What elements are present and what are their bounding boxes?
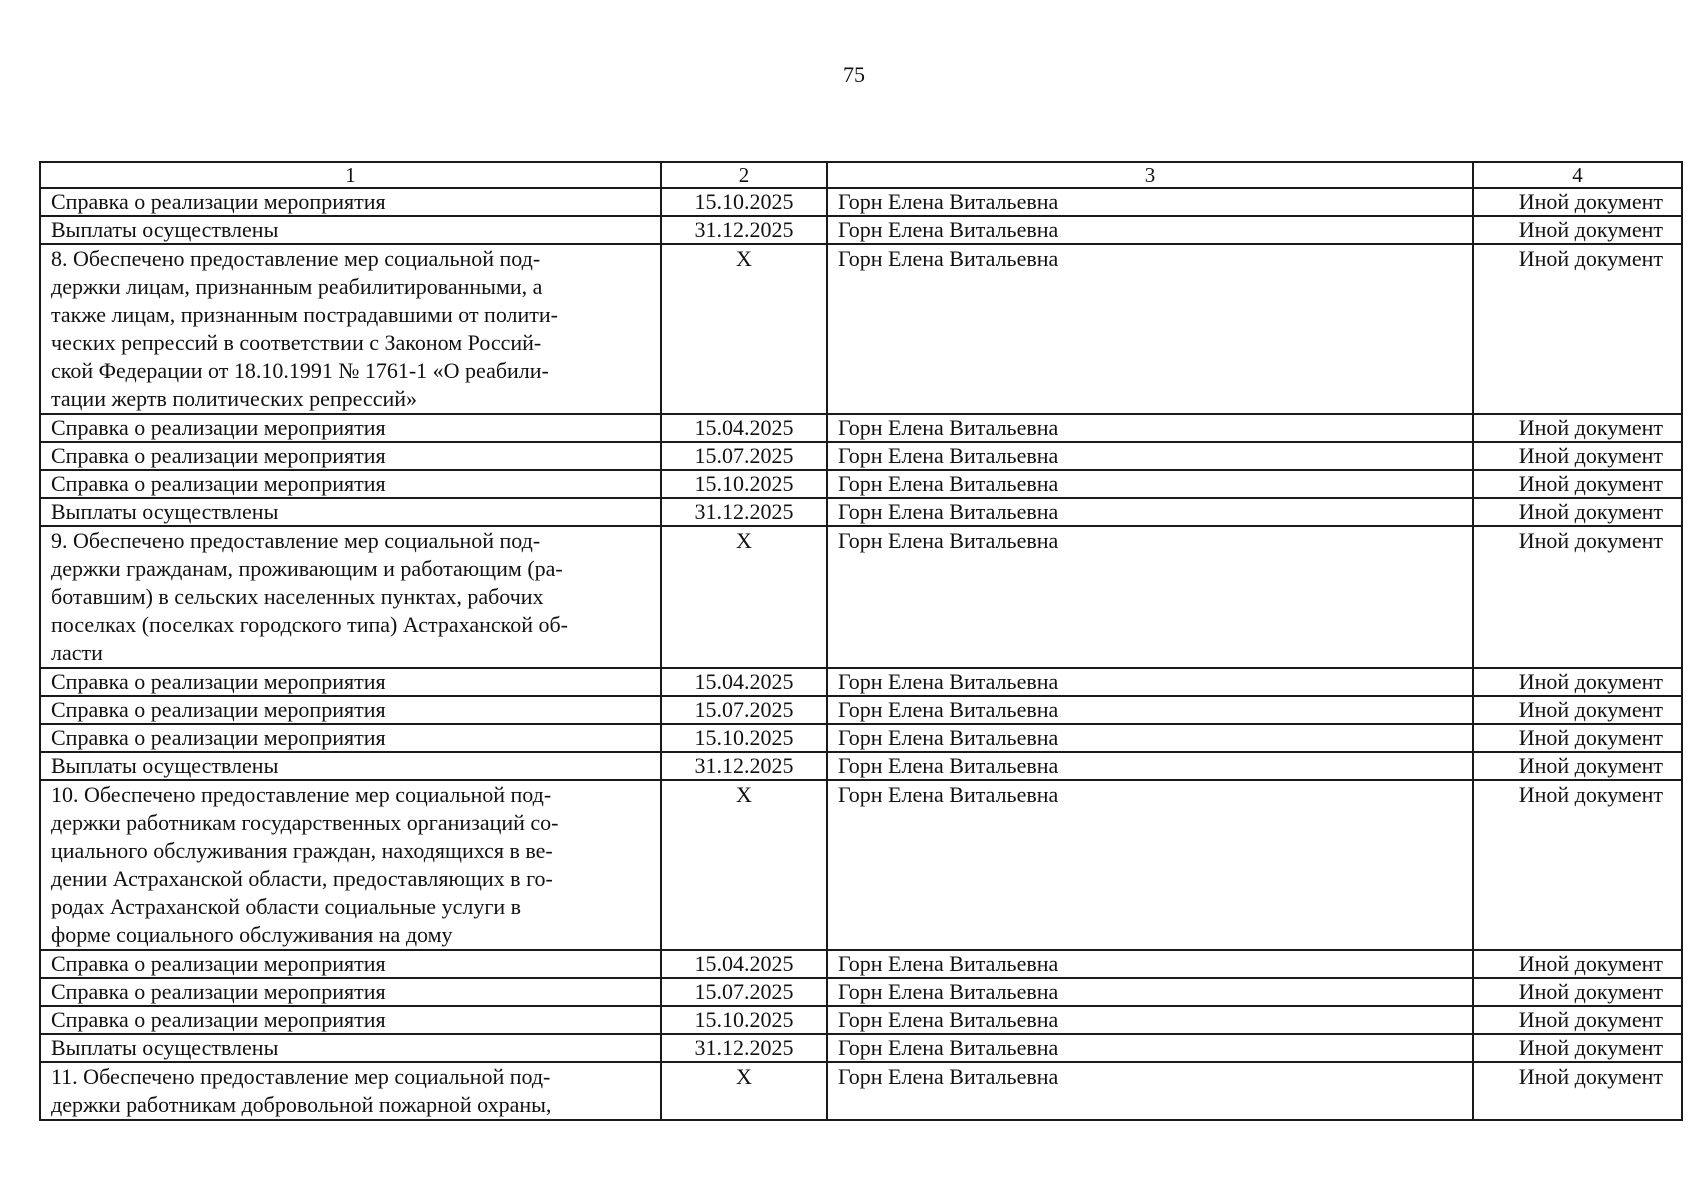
document-type: Иной документ: [1473, 724, 1682, 752]
measure-description: 11. Обеспечено предоставление мер социальной под- держки работникам добровольной пожарной охраны,: [40, 1062, 661, 1120]
milestone-name: Выплаты осуществлены: [40, 498, 661, 526]
document-type: Иной документ: [1473, 780, 1682, 950]
milestone-date: 31.12.2025: [661, 752, 827, 780]
milestone-date: 15.07.2025: [661, 978, 827, 1006]
responsible-person: Горн Елена Витальевна: [827, 780, 1473, 950]
document-type: Иной документ: [1473, 244, 1682, 414]
table-row: [40, 1006, 1682, 1034]
milestone-date: 31.12.2025: [661, 216, 827, 244]
table-body: [40, 188, 1682, 1120]
milestone-date: 31.12.2025: [661, 1034, 827, 1062]
milestone-date: 15.10.2025: [661, 724, 827, 752]
document-type: Иной документ: [1473, 696, 1682, 724]
milestone-name: Справка о реализации мероприятия: [40, 978, 661, 1006]
responsible-person: Горн Елена Витальевна: [827, 442, 1473, 470]
table-row: [40, 498, 1682, 526]
measure-description: 9. Обеспечено предоставление мер социальной под- держки гражданам, проживающим и работающим (ра- ботавшим) в сельских населенных пунктах, рабочих поселках (поселках городского типа) Астраханской об- ласти: [40, 526, 661, 668]
table-row: [40, 724, 1682, 752]
responsible-person: Горн Елена Витальевна: [827, 1006, 1473, 1034]
document-type: Иной документ: [1473, 668, 1682, 696]
table-row: [40, 950, 1682, 978]
responsible-person: Горн Елена Витальевна: [827, 526, 1473, 668]
document-type: Иной документ: [1473, 470, 1682, 498]
table-header: [40, 162, 1682, 188]
table-row: [40, 188, 1682, 216]
milestone-name: Справка о реализации мероприятия: [40, 724, 661, 752]
milestone-name: Выплаты осуществлены: [40, 216, 661, 244]
responsible-person: Горн Елена Витальевна: [827, 724, 1473, 752]
document-table: [39, 161, 1683, 1121]
document-type: Иной документ: [1473, 1034, 1682, 1062]
milestone-name: Справка о реализации мероприятия: [40, 950, 661, 978]
milestone-date: 15.04.2025: [661, 414, 827, 442]
document-type: Иной документ: [1473, 414, 1682, 442]
table-row: [40, 978, 1682, 1006]
measure-description: 8. Обеспечено предоставление мер социальной под- держки лицам, признанным реабилитированными, а также лицам, признанным пострадавшими от полити- ческих репрессий в соответствии с Законом Россий- ской Федерации от 18.10.1991 № 1761-1 «О реабили- тации жертв политических репрессий»: [40, 244, 661, 414]
responsible-person: Горн Елена Витальевна: [827, 188, 1473, 216]
table-row: [40, 414, 1682, 442]
document-type: Иной документ: [1473, 526, 1682, 668]
responsible-person: Горн Елена Витальевна: [827, 978, 1473, 1006]
milestone-name: Выплаты осуществлены: [40, 752, 661, 780]
table-row: [40, 696, 1682, 724]
milestone-date: 15.07.2025: [661, 696, 827, 724]
milestone-name: Выплаты осуществлены: [40, 1034, 661, 1062]
header-col-4: 4: [1473, 162, 1682, 188]
document-type: Иной документ: [1473, 216, 1682, 244]
milestone-date: X: [661, 526, 827, 668]
milestone-date: 15.07.2025: [661, 442, 827, 470]
milestone-name: Справка о реализации мероприятия: [40, 668, 661, 696]
document-type: Иной документ: [1473, 1006, 1682, 1034]
table-row-measure: [40, 244, 1682, 414]
document-type: Иной документ: [1473, 950, 1682, 978]
milestone-date: 15.04.2025: [661, 668, 827, 696]
table-row-measure: [40, 526, 1682, 668]
table-row-measure: [40, 780, 1682, 950]
document-type: Иной документ: [1473, 1062, 1682, 1120]
responsible-person: Горн Елена Витальевна: [827, 950, 1473, 978]
milestone-date: 31.12.2025: [661, 498, 827, 526]
page-number: 75: [843, 62, 865, 87]
milestone-date: X: [661, 244, 827, 414]
document-type: Иной документ: [1473, 752, 1682, 780]
responsible-person: Горн Елена Витальевна: [827, 498, 1473, 526]
measure-description: 10. Обеспечено предоставление мер социальной под- держки работникам государственных организаций со- циального обслуживания граждан, находящихся в ве- дении Астраханской области, предоставляющих в го- родах Астраханской области социальные услуги в форме социального обслуживания на дому: [40, 780, 661, 950]
milestone-name: Справка о реализации мероприятия: [40, 414, 661, 442]
responsible-person: Горн Елена Витальевна: [827, 696, 1473, 724]
table-row-measure: [40, 1062, 1682, 1120]
milestone-date: 15.10.2025: [661, 470, 827, 498]
milestone-date: 15.04.2025: [661, 950, 827, 978]
milestone-date: X: [661, 1062, 827, 1120]
responsible-person: Горн Елена Витальевна: [827, 668, 1473, 696]
milestone-date: X: [661, 780, 827, 950]
responsible-person: Горн Елена Витальевна: [827, 1034, 1473, 1062]
table-row: [40, 1034, 1682, 1062]
responsible-person: Горн Елена Витальевна: [827, 1062, 1473, 1120]
responsible-person: Горн Елена Витальевна: [827, 216, 1473, 244]
responsible-person: Горн Елена Витальевна: [827, 414, 1473, 442]
header-col-3: 3: [827, 162, 1473, 188]
milestone-name: Справка о реализации мероприятия: [40, 470, 661, 498]
milestone-name: Справка о реализации мероприятия: [40, 442, 661, 470]
table-row: [40, 668, 1682, 696]
table-row: [40, 470, 1682, 498]
table-row: [40, 216, 1682, 244]
responsible-person: Горн Елена Витальевна: [827, 752, 1473, 780]
milestone-date: 15.10.2025: [661, 1006, 827, 1034]
milestone-name: Справка о реализации мероприятия: [40, 188, 661, 216]
document-type: Иной документ: [1473, 978, 1682, 1006]
header-row: [40, 162, 1682, 188]
milestone-name: Справка о реализации мероприятия: [40, 1006, 661, 1034]
document-type: Иной документ: [1473, 498, 1682, 526]
responsible-person: Горн Елена Витальевна: [827, 244, 1473, 414]
header-col-1: 1: [40, 162, 661, 188]
document-type: Иной документ: [1473, 442, 1682, 470]
responsible-person: Горн Елена Витальевна: [827, 470, 1473, 498]
table-row: [40, 752, 1682, 780]
document-type: Иной документ: [1473, 188, 1682, 216]
header-col-2: 2: [661, 162, 827, 188]
milestone-date: 15.10.2025: [661, 188, 827, 216]
milestone-name: Справка о реализации мероприятия: [40, 696, 661, 724]
table-row: [40, 442, 1682, 470]
